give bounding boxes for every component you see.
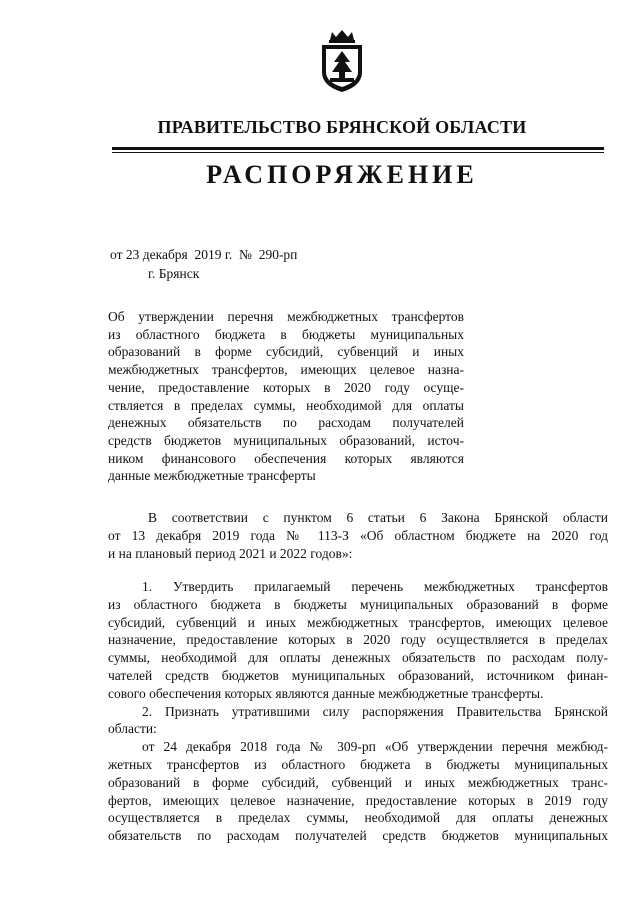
body-line: из областного бюджета в бюджеты муниципальных образований в форме [108, 596, 608, 612]
body-line: от 24 декабря 2018 года № 309-рп «Об утверждении перечня межбюд- [142, 739, 608, 755]
preamble-line: и на плановый период 2021 и 2022 годов»: [108, 545, 353, 561]
body-line: 2. Признать утратившими силу распоряжения Правительства Брянской [142, 703, 608, 719]
date-number-line [110, 247, 297, 263]
document-number: 290-рп [258, 247, 298, 262]
order-body [108, 578, 608, 845]
subject-line: ствляется в пределах суммы, необходимой для оплаты [108, 397, 464, 413]
subject-line: Об утверждении перечня межбюджетных трансфертов [108, 309, 464, 324]
preamble [108, 509, 608, 562]
body-line: назначение, предоставление которых в 2020 году осуществляется в пределах [108, 632, 608, 648]
document-subject [108, 308, 464, 485]
document-type-title: РАСПОРЯЖЕНИЕ [206, 160, 478, 189]
body-line: 1. Утвердить прилагаемый перечень межбюджетных трансфертов [142, 579, 608, 594]
subject-line: межбюджетных трансфертов, имеющих целевое назна- [108, 362, 464, 378]
bryansk-coat-of-arms-icon [318, 30, 366, 94]
subject-line: данные межбюджетные трансферты [108, 468, 316, 484]
subject-line: средств бюджетов муниципальных образований, источ- [108, 432, 464, 448]
date-prefix: от [110, 247, 123, 262]
subject-line: ником финансового обеспечения которых являются [108, 450, 464, 466]
body-line: сового обеспечения которых являются данные межбюджетные трансферты. [108, 685, 544, 701]
body-line: чателей средств бюджетов муниципальных образований, источником финан- [108, 667, 608, 683]
organization-title: ПРАВИТЕЛЬСТВО БРЯНСКОЙ ОБЛАСТИ [157, 117, 527, 137]
number-sign: № [239, 247, 252, 262]
body-line: субсидий, субвенций и иных межбюджетных трансфертов, имеющих целевое [108, 614, 608, 630]
preamble-line: В соответствии с пунктом 6 статьи 6 Закона Брянской области [148, 510, 608, 525]
city: г. Брянск [148, 266, 200, 281]
header-rule-thick [112, 147, 604, 150]
header-rule-thin [112, 152, 604, 153]
subject-line: образований в форме субсидий, субвенций и иных [108, 344, 464, 360]
subject-line: из областного бюджета в бюджеты муниципальных [108, 326, 464, 342]
preamble-line: от 13 декабря 2019 года № 113-З «Об областном бюджете на 2020 год [108, 527, 608, 543]
body-line: осуществляется в пределах суммы, необходимой для оплаты денежных [108, 810, 608, 826]
body-line: обязательств по расходам получателей средств бюджетов муниципальных [108, 828, 608, 844]
body-line: жетных трансфертов из областного бюджета в бюджеты муниципальных [108, 756, 608, 772]
subject-line: чение, предоставление которых в 2020 году осуще- [108, 379, 464, 395]
body-line: образований в форме субсидий, субвенций и иных межбюджетных транс- [108, 774, 608, 790]
body-line: области: [108, 721, 157, 737]
body-line: фертов, имеющих целевое назначение, предоставление которых в 2019 году [108, 792, 608, 808]
body-line: суммы, необходимой для оплаты денежных обязательств по расходам полу- [108, 650, 608, 666]
subject-line: денежных обязательств по расходам получателей [108, 415, 464, 431]
document-date: 23 декабря 2019 г. [125, 247, 233, 262]
